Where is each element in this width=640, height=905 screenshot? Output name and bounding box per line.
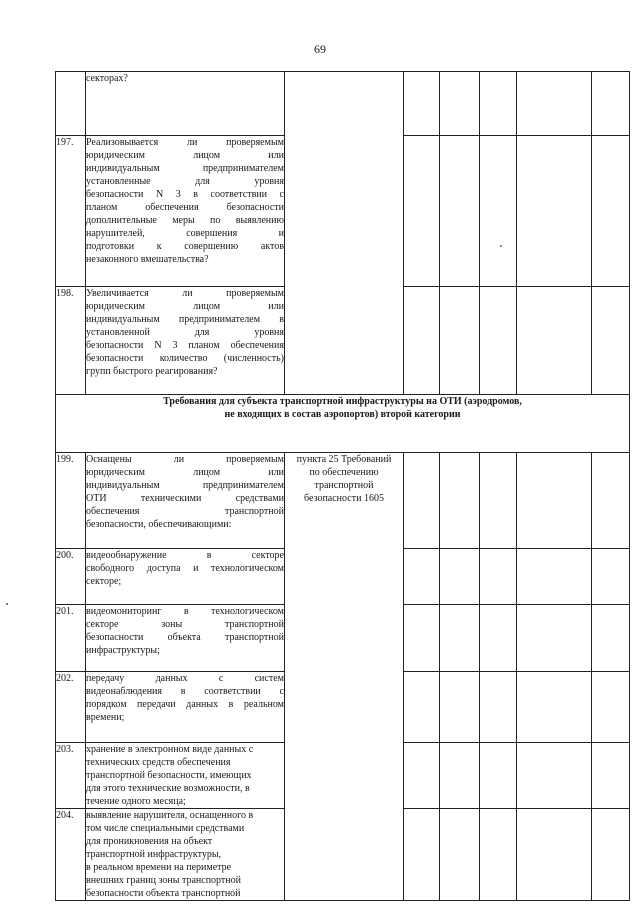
question-line: хранение в электронном виде данных с — [86, 744, 254, 755]
comment-cell — [517, 136, 592, 287]
extra-cell — [592, 72, 630, 136]
question-line: внешних границ зоны транспортной — [86, 875, 241, 886]
row-question — [86, 549, 285, 605]
answer-no-cell — [440, 136, 480, 287]
answer-na-cell — [480, 672, 517, 743]
answer-yes-cell — [404, 743, 440, 809]
answer-yes-cell — [404, 72, 440, 136]
answer-yes-cell — [404, 453, 440, 549]
question-line: транспортной инфраструктуры, — [86, 849, 222, 860]
row-question — [86, 605, 285, 672]
row-number — [56, 72, 86, 136]
extra-cell — [592, 549, 630, 605]
section-heading — [56, 395, 630, 453]
answer-yes-cell — [404, 605, 440, 672]
reference-line: пункта 25 Требований — [296, 454, 392, 465]
question-line: видеомониторинг в технологическом — [86, 606, 284, 617]
answer-yes-cell — [404, 549, 440, 605]
comment-cell — [517, 549, 592, 605]
answer-no-cell — [440, 287, 480, 395]
question-line: передачу данных с систем — [86, 673, 284, 684]
question-line: подготовки к совершению актов — [86, 241, 284, 252]
extra-cell — [592, 809, 630, 901]
question-line: безопасности, обеспечивающими: — [86, 519, 232, 530]
row-number: 199. — [56, 453, 86, 549]
question-line: безопасности количество (численность) — [86, 353, 284, 364]
question-line: Увеличивается ли проверяемым — [86, 288, 284, 299]
comment-cell — [517, 453, 592, 549]
question-line: для этого технические возможности, в — [86, 783, 250, 794]
question-line: индивидуальным предпринимателем — [86, 480, 284, 491]
extra-cell — [592, 672, 630, 743]
table-row — [56, 72, 630, 136]
answer-no-cell — [440, 549, 480, 605]
comment-cell — [517, 72, 592, 136]
question-line: групп быстрого реагирования? — [86, 366, 218, 377]
scan-speck — [6, 603, 8, 605]
answer-yes-cell — [404, 136, 440, 287]
row-number: 202. — [56, 672, 86, 743]
answer-na-cell — [480, 72, 517, 136]
table-row — [56, 453, 630, 549]
row-question — [86, 672, 285, 743]
question-line: секторе; — [86, 576, 122, 587]
answer-no-cell — [440, 605, 480, 672]
comment-cell — [517, 672, 592, 743]
comment-cell — [517, 287, 592, 395]
question-line: безопасности объекта транспортной — [86, 632, 284, 643]
answer-na-cell — [480, 453, 517, 549]
question-line: времени; — [86, 712, 125, 723]
reference-cell-top — [285, 72, 404, 395]
comment-cell — [517, 605, 592, 672]
question-line: секторах? — [86, 73, 128, 84]
reference-line: по обеспечению — [309, 467, 379, 478]
comment-cell — [517, 743, 592, 809]
row-number: 200. — [56, 549, 86, 605]
question-line: ОТИ техническими средствами — [86, 493, 284, 504]
row-number: 204. — [56, 809, 86, 901]
section-heading-row — [56, 395, 630, 453]
question-line: видеообнаружение в секторе — [86, 550, 284, 561]
question-line: безопасности N 3 планом обеспечения — [86, 340, 284, 351]
answer-na-cell — [480, 743, 517, 809]
question-line: индивидуальным предпринимателем — [86, 163, 284, 174]
question-line: дополнительные меры по выявлению — [86, 215, 284, 226]
extra-cell — [592, 287, 630, 395]
question-line: юридическим лицом или — [86, 301, 284, 312]
answer-na-cell — [480, 287, 517, 395]
question-line: безопасности объекта транспортной — [86, 888, 241, 899]
row-question — [86, 743, 285, 809]
section-heading-line-2: не входящих в состав аэропортов) второй категории — [224, 409, 461, 420]
row-question — [86, 809, 285, 901]
comment-cell — [517, 809, 592, 901]
question-line: нарушителей, совершения и — [86, 228, 284, 239]
answer-no-cell — [440, 72, 480, 136]
answer-na-cell — [480, 136, 517, 287]
question-line: обеспечения транспортной — [86, 506, 284, 517]
question-line: течение одного месяца; — [86, 796, 186, 807]
question-line: Оснащены ли проверяемым — [86, 454, 284, 465]
question-line: секторе зоны транспортной — [86, 619, 284, 630]
page-number: 69 — [314, 42, 326, 56]
question-line: в реальном времени на периметре — [86, 862, 232, 873]
answer-yes-cell — [404, 809, 440, 901]
answer-na-cell — [480, 605, 517, 672]
answer-no-cell — [440, 672, 480, 743]
reference-line: транспортной — [314, 480, 374, 491]
answer-no-cell — [440, 809, 480, 901]
question-line: технических средств обеспечения — [86, 757, 231, 768]
question-line: юридическим лицом или — [86, 150, 284, 161]
extra-cell — [592, 605, 630, 672]
row-question — [86, 287, 285, 395]
scan-speck — [500, 245, 502, 247]
question-line: для проникновения на объект — [86, 836, 213, 847]
answer-yes-cell — [404, 287, 440, 395]
question-line: незаконного вмешательства? — [86, 254, 209, 265]
row-number: 203. — [56, 743, 86, 809]
answer-no-cell — [440, 743, 480, 809]
question-line: установленной для уровня — [86, 327, 284, 338]
question-line: Реализовывается ли проверяемым — [86, 137, 284, 148]
reference-cell — [285, 453, 404, 901]
row-number: 198. — [56, 287, 86, 395]
question-line: порядком передачи данных в реальном — [86, 699, 284, 710]
answer-na-cell — [480, 549, 517, 605]
question-line: свободного доступа и технологическом — [86, 563, 284, 574]
question-line: том числе специальными средствами — [86, 823, 245, 834]
reference-line: безопасности 1605 — [304, 493, 384, 504]
row-number: 201. — [56, 605, 86, 672]
requirements-table — [55, 71, 630, 901]
row-question — [86, 72, 285, 136]
question-line: индивидуальным предпринимателем в — [86, 314, 284, 325]
answer-na-cell — [480, 809, 517, 901]
answer-yes-cell — [404, 672, 440, 743]
question-line: юридическим лицом или — [86, 467, 284, 478]
answer-no-cell — [440, 453, 480, 549]
extra-cell — [592, 743, 630, 809]
question-line: безопасности N 3 в соответствии с — [86, 189, 284, 200]
question-line: планом обеспечения безопасности — [86, 202, 284, 213]
question-line: видеонаблюдения в соответствии с — [86, 686, 284, 697]
row-question — [86, 136, 285, 287]
row-question — [86, 453, 285, 549]
question-line: инфраструктуры; — [86, 645, 160, 656]
question-line: выявление нарушителя, оснащенного в — [86, 810, 254, 821]
extra-cell — [592, 453, 630, 549]
question-line: транспортной безопасности, имеющих — [86, 770, 252, 781]
section-heading-line-1: Требования для субъекта транспортной инфраструктуры на ОТИ (аэродромов, — [163, 396, 522, 407]
row-number: 197. — [56, 136, 86, 287]
question-line: установленные для уровня — [86, 176, 284, 187]
extra-cell — [592, 136, 630, 287]
